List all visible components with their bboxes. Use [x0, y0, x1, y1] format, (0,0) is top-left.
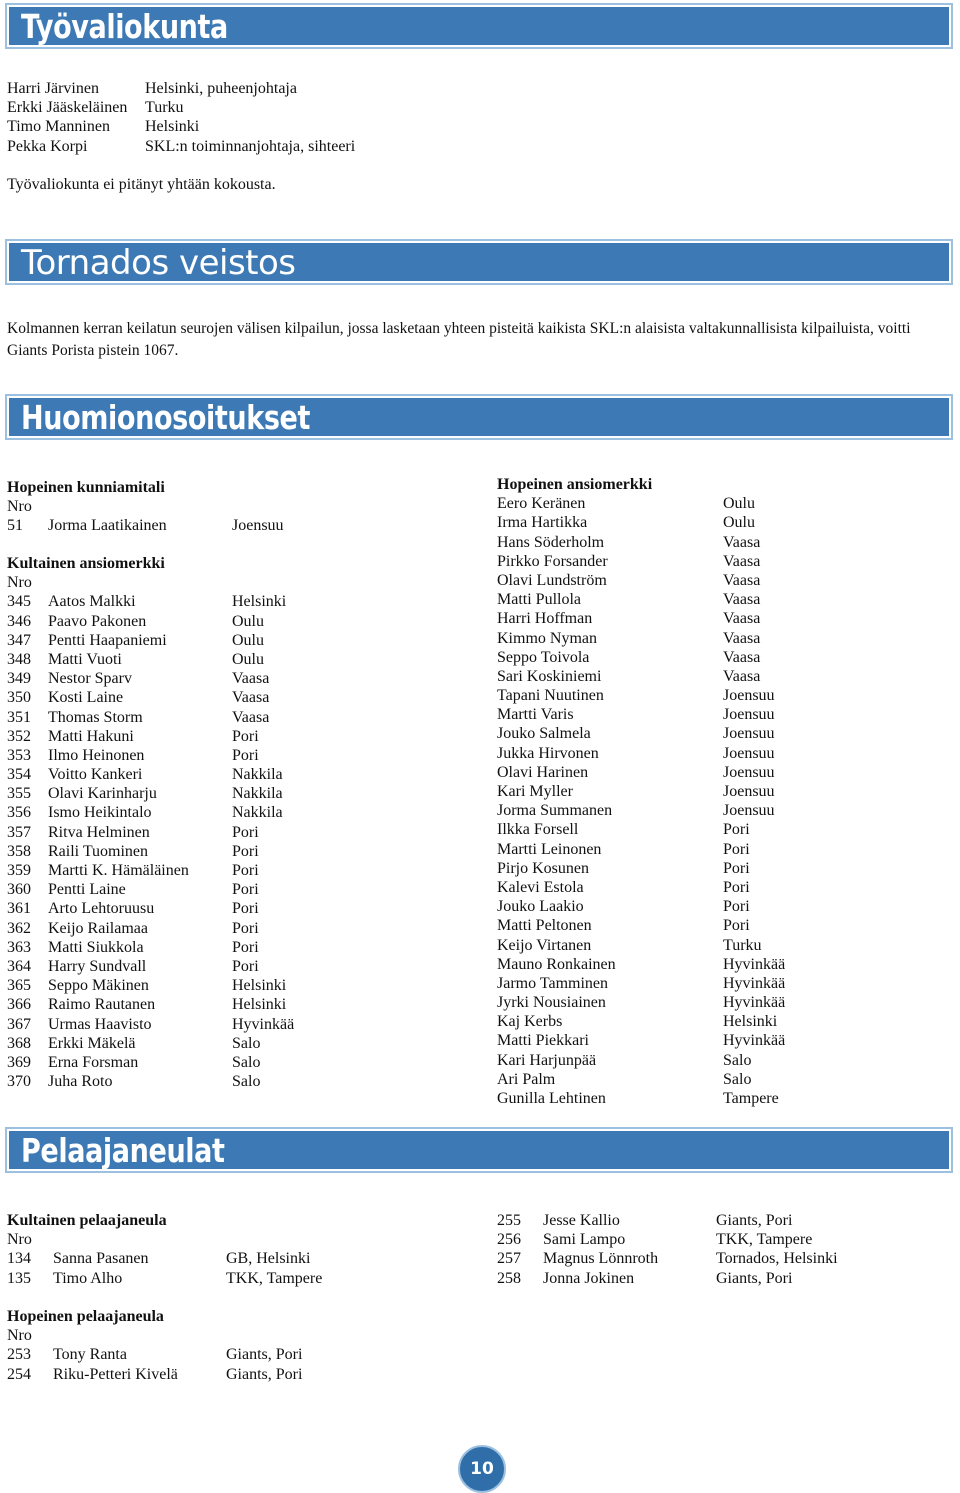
item-name: Jorma Summanen	[497, 802, 613, 820]
item-city: Vaasa	[723, 648, 761, 666]
item-name: Ritva Helminen	[48, 823, 150, 841]
item-club: Giants, Pori	[716, 1269, 793, 1287]
item-name: Ilkka Forsell	[497, 821, 579, 839]
item-nro: 356	[7, 804, 31, 822]
list-item	[497, 955, 786, 974]
list-item	[7, 1249, 311, 1268]
item-nro: 368	[7, 1034, 31, 1052]
list-item	[7, 995, 287, 1014]
nro-label: Nro	[7, 498, 32, 516]
item-name: Timo Alho	[53, 1269, 123, 1287]
item-name: Pentti Haapaniemi	[48, 631, 167, 649]
list-item	[7, 842, 259, 861]
item-name: Kimmo Nyman	[497, 629, 597, 647]
list-item	[497, 916, 750, 935]
item-city: Joensuu	[723, 744, 775, 762]
item-name: Sari Koskiniemi	[497, 667, 602, 685]
list-item	[7, 669, 270, 688]
item-nro: 354	[7, 766, 31, 784]
item-nro: 256	[497, 1231, 521, 1249]
item-city: Pori	[232, 900, 259, 918]
list-item	[7, 1365, 303, 1384]
member-role: Helsinki	[145, 118, 200, 136]
item-city: Salo	[723, 1051, 752, 1069]
item-name: Thomas Storm	[48, 708, 143, 726]
list-item	[497, 1031, 786, 1050]
list-item	[7, 861, 259, 880]
list-item	[497, 590, 761, 609]
item-name: Raili Tuominen	[48, 842, 149, 860]
item-name: Hans Söderholm	[497, 533, 605, 551]
item-nro: 360	[7, 881, 31, 899]
member-name: Harri Järvinen	[7, 80, 99, 97]
list-item	[7, 1345, 303, 1364]
item-city: Nakkila	[232, 766, 283, 784]
item-city: Pori	[232, 919, 259, 937]
item-name: Jouko Salmela	[497, 725, 591, 743]
member-name: Pekka Korpi	[7, 137, 88, 155]
item-name: Mauno Ronkainen	[497, 955, 616, 973]
item-club: TKK, Tampere	[716, 1231, 813, 1249]
item-name: Voitto Kankeri	[48, 766, 143, 784]
item-nro: 254	[7, 1365, 31, 1383]
item-nro: 347	[7, 631, 31, 649]
item-nro: 355	[7, 785, 31, 803]
list-item	[7, 938, 259, 957]
item-nro: 348	[7, 650, 31, 668]
list-item	[7, 976, 287, 995]
kultainen-pelaajaneula-list	[7, 1211, 323, 1288]
list-item	[497, 878, 750, 897]
item-city: Vaasa	[723, 667, 761, 685]
section-title: Huomionosoitukset	[21, 398, 311, 437]
item-name: Ismo Heikintalo	[48, 804, 152, 822]
list-item	[497, 974, 786, 993]
member-role: Turku	[145, 99, 184, 117]
section-banner-pelaajaneulat	[5, 1127, 953, 1173]
item-nro: 345	[7, 593, 31, 611]
item-name: Seppo Mäkinen	[48, 977, 149, 995]
item-club: Giants, Pori	[226, 1346, 303, 1364]
item-name: Matti Piekkari	[497, 1032, 589, 1050]
item-club: Tornados, Helsinki	[716, 1250, 838, 1268]
list-heading: Hopeinen pelaajaneula	[7, 1308, 164, 1325]
item-name: Paavo Pakonen	[48, 612, 147, 630]
item-city: Hyvinkää	[723, 1032, 786, 1050]
item-name: Martti Leinonen	[497, 840, 602, 858]
list-item	[7, 899, 259, 918]
list-heading: Hopeinen kunniamitali	[7, 479, 165, 496]
list-item	[497, 936, 762, 955]
list-item	[497, 897, 750, 916]
item-nro: 363	[7, 938, 31, 956]
section-title: Pelaajaneulat	[21, 1131, 225, 1170]
list-item	[7, 919, 259, 938]
list-item	[497, 1089, 779, 1108]
nro-label: Nro	[7, 1327, 32, 1345]
list-item	[497, 763, 775, 782]
item-name: Magnus Lönnroth	[543, 1250, 659, 1268]
item-nro: 366	[7, 996, 31, 1014]
tyovaliokunta-note: Työvaliokunta ei pitänyt yhtään kokousta.	[7, 176, 276, 193]
list-item	[497, 744, 775, 763]
item-name: Jukka Hirvonen	[497, 744, 599, 762]
item-city: Joensuu	[723, 706, 775, 724]
section-banner-tyovaliokunta	[5, 3, 953, 49]
item-name: Pirjo Kosunen	[497, 859, 589, 877]
item-city: Pori	[232, 862, 259, 879]
item-club: TKK, Tampere	[226, 1269, 323, 1287]
item-name: Nestor Sparv	[48, 670, 132, 688]
item-name: Ilmo Heinonen	[48, 746, 145, 764]
item-city: Helsinki	[232, 593, 287, 611]
item-name: Ari Palm	[497, 1070, 556, 1088]
item-name: Harry Sundvall	[48, 957, 147, 975]
list-item	[497, 1070, 752, 1089]
section-title: Työvaliokunta	[21, 7, 228, 46]
item-name: Keijo Railamaa	[48, 919, 148, 937]
item-city: Vaasa	[723, 533, 761, 551]
kunniamitali-list	[7, 478, 284, 536]
item-nro: 346	[7, 612, 31, 630]
item-name: Olavi Harinen	[497, 763, 589, 781]
item-nro: 364	[7, 957, 31, 975]
item-name: Jonna Jokinen	[543, 1269, 635, 1287]
list-item	[497, 494, 755, 513]
item-city: Oulu	[232, 612, 264, 630]
list-item	[497, 667, 761, 686]
item-name: Aatos Malkki	[48, 593, 136, 611]
item-city: Vaasa	[723, 629, 761, 647]
item-city: Pori	[232, 823, 259, 841]
item-name: Kalevi Estola	[497, 878, 584, 896]
item-city: Helsinki	[232, 996, 287, 1014]
item-nro: 258	[497, 1269, 521, 1287]
item-nro: 257	[497, 1250, 521, 1268]
item-name: Kaj Kerbs	[497, 1013, 563, 1031]
item-nro: 350	[7, 689, 31, 707]
list-item	[7, 765, 283, 784]
list-item	[7, 823, 259, 842]
item-city: Pori	[723, 840, 750, 858]
hopeinen-ansiomerkki-list	[497, 475, 786, 1108]
item-city: Oulu	[232, 650, 264, 668]
list-item	[497, 571, 761, 590]
list-item	[7, 880, 259, 899]
list-item	[497, 840, 750, 859]
item-name: Erkki Mäkelä	[48, 1034, 136, 1052]
section-banner-huomionosoitukset	[5, 394, 953, 440]
item-name: Gunilla Lehtinen	[497, 1090, 606, 1107]
item-city: Vaasa	[723, 591, 761, 609]
item-nro: 352	[7, 727, 31, 745]
list-heading: Kultainen pelaajaneula	[7, 1212, 167, 1229]
item-name: Riku-Petteri Kivelä	[53, 1365, 178, 1383]
item-nro: 349	[7, 670, 31, 688]
item-nro: 135	[7, 1269, 31, 1287]
list-item	[7, 650, 264, 669]
list-item	[7, 746, 259, 765]
list-item	[497, 859, 750, 878]
member-name: Timo Manninen	[7, 118, 110, 136]
list-item	[497, 609, 761, 628]
list-item	[7, 727, 259, 746]
item-city: Hyvinkää	[723, 994, 786, 1012]
list-item	[7, 1053, 261, 1072]
item-city: Vaasa	[723, 552, 761, 570]
section-title: Tornados veistos	[21, 243, 296, 283]
item-city: Helsinki	[232, 977, 287, 995]
item-city: Joensuu	[723, 725, 775, 743]
list-item	[497, 533, 761, 552]
item-name: Martti K. Hämäläinen	[48, 862, 189, 879]
item-city: Salo	[232, 1034, 261, 1052]
item-name: Juha Roto	[48, 1073, 113, 1091]
item-name: Pirkko Forsander	[497, 552, 608, 570]
item-nro: 359	[7, 862, 31, 879]
item-city: Pori	[723, 878, 750, 896]
list-item	[497, 629, 761, 648]
item-city: Pori	[232, 957, 259, 975]
list-item	[7, 803, 283, 822]
item-city: Vaasa	[232, 689, 270, 707]
item-nro: 134	[7, 1250, 31, 1268]
item-city: Hyvinkää	[723, 974, 786, 992]
item-city: Helsinki	[723, 1013, 778, 1031]
item-city: Pori	[723, 917, 750, 935]
item-nro: 255	[497, 1212, 521, 1229]
item-city: Joensuu	[723, 687, 775, 705]
item-city: Tampere	[723, 1090, 779, 1107]
item-name: Harri Hoffman	[497, 610, 593, 628]
item-name: Jouko Laakio	[497, 898, 584, 916]
item-name: Tony Ranta	[53, 1346, 127, 1364]
item-name: Seppo Toivola	[497, 648, 590, 666]
hopeinen-ansio-rows	[497, 494, 786, 1108]
item-city: Pori	[232, 938, 259, 956]
item-name: Irma Hartikka	[497, 514, 588, 532]
item-name: Jesse Kallio	[543, 1212, 620, 1229]
nro-label: Nro	[7, 574, 32, 592]
list-item	[497, 513, 755, 532]
item-name: Urmas Haavisto	[48, 1015, 152, 1033]
item-nro: 369	[7, 1053, 31, 1071]
item-name: Martti Varis	[497, 706, 574, 724]
list-item	[497, 820, 750, 839]
list-item	[497, 686, 775, 705]
item-name: Raimo Rautanen	[48, 996, 156, 1014]
item-city: Joensuu	[723, 802, 775, 820]
item-city: Nakkila	[232, 785, 283, 803]
list-item	[7, 708, 270, 727]
item-name: Matti Peltonen	[497, 917, 592, 935]
list-heading: Kultainen ansiomerkki	[7, 555, 165, 572]
member-role: Helsinki, puheenjohtaja	[145, 80, 297, 97]
list-item	[497, 782, 775, 801]
item-name: Erna Forsman	[48, 1053, 139, 1071]
item-city: Salo	[723, 1070, 752, 1088]
item-city: Joensuu	[723, 763, 775, 781]
item-club: Giants, Pori	[716, 1212, 793, 1229]
list-heading: Hopeinen ansiomerkki	[497, 476, 653, 493]
item-city: Pori	[232, 727, 259, 745]
item-city: Salo	[232, 1073, 261, 1091]
item-name: Keijo Virtanen	[497, 936, 592, 954]
list-item	[7, 631, 264, 650]
page-number: 10	[458, 1445, 506, 1493]
item-nro: 357	[7, 823, 31, 841]
item-city: Oulu	[723, 514, 755, 532]
item-city: Turku	[723, 936, 762, 954]
item-name: Olavi Lundström	[497, 571, 607, 589]
item-name: Matti Pullola	[497, 591, 581, 609]
list-item	[497, 705, 775, 724]
tornados-text: Kolmannen kerran keilatun seurojen välisen kilpailun, jossa lasketaan yhteen pisteitä kaikista SKL:n alaisista valtakunnallisista kilpailuista, voitti Giants Porista pistein 1067.	[7, 320, 911, 359]
list-item	[7, 688, 270, 707]
item-city: Pori	[723, 898, 750, 916]
item-city: Pori	[723, 859, 750, 877]
item-city: Oulu	[232, 631, 264, 649]
item-nro: 51	[7, 517, 23, 535]
item-club: GB, Helsinki	[226, 1250, 311, 1268]
item-name: Arto Lehtoruusu	[48, 900, 155, 918]
item-name: Pentti Laine	[48, 881, 126, 899]
item-nro: 353	[7, 746, 31, 764]
list-item	[497, 993, 786, 1012]
nro-label: Nro	[7, 1231, 32, 1249]
item-city: Vaasa	[232, 670, 270, 688]
list-item	[7, 1015, 295, 1034]
list-item	[497, 801, 775, 820]
list-item	[7, 592, 287, 611]
item-name: Matti Siukkola	[48, 938, 144, 956]
section-banner-tornados	[5, 239, 953, 285]
item-name: Kosti Laine	[48, 689, 124, 707]
item-name: Olavi Karinharju	[48, 785, 157, 803]
list-item	[7, 784, 283, 803]
item-name: Kari Harjunpää	[497, 1051, 597, 1069]
item-city: Nakkila	[232, 804, 283, 822]
item-city: Pori	[723, 821, 750, 839]
list-item	[497, 724, 775, 743]
list-item	[7, 1269, 323, 1288]
list-item	[7, 612, 264, 631]
item-name: Sami Lampo	[543, 1231, 626, 1249]
item-name: Matti Hakuni	[48, 727, 134, 745]
list-item	[7, 957, 259, 976]
list-item	[7, 1034, 261, 1053]
item-city: Vaasa	[232, 708, 270, 726]
item-city: Pori	[232, 842, 259, 860]
list-item	[497, 648, 761, 667]
member-role: SKL:n toiminnanjohtaja, sihteeri	[145, 137, 356, 155]
list-item	[7, 516, 284, 535]
list-item	[7, 1072, 261, 1091]
list-item	[497, 1012, 778, 1031]
item-name: Sanna Pasanen	[53, 1250, 149, 1268]
item-name: Kari Myller	[497, 783, 573, 800]
item-city: Salo	[232, 1053, 261, 1071]
item-nro: 351	[7, 708, 31, 726]
item-city: Oulu	[723, 495, 755, 513]
member-name: Erkki Jääskeläinen	[7, 99, 128, 117]
item-nro: 361	[7, 900, 31, 918]
item-nro: 370	[7, 1073, 31, 1091]
item-nro: 362	[7, 919, 31, 937]
item-nro: 365	[7, 977, 31, 995]
item-name: Eero Keränen	[497, 495, 586, 513]
item-name: Jorma Laatikainen	[48, 517, 167, 535]
item-city: Joensuu	[723, 783, 775, 800]
item-nro: 253	[7, 1346, 31, 1364]
kultainen-ansiomerkki-list	[7, 554, 295, 1091]
item-name: Jarmo Tamminen	[497, 974, 609, 992]
item-name: Matti Vuoti	[48, 650, 122, 668]
item-name: Tapani Nuutinen	[497, 687, 604, 705]
item-nro: 367	[7, 1015, 31, 1033]
item-nro: 358	[7, 842, 31, 860]
item-city: Joensuu	[232, 517, 284, 535]
item-city: Hyvinkää	[723, 955, 786, 973]
item-name: Jyrki Nousiainen	[497, 994, 606, 1012]
item-city: Pori	[232, 881, 259, 899]
hopeinen-pelaajaneula-list	[7, 1307, 303, 1384]
list-item	[497, 1051, 752, 1070]
item-city: Vaasa	[723, 571, 761, 589]
kultainen-rows	[7, 592, 295, 1091]
item-city: Pori	[232, 746, 259, 764]
list-item	[497, 552, 761, 571]
item-city: Hyvinkää	[232, 1015, 295, 1033]
item-club: Giants, Pori	[226, 1365, 303, 1383]
item-city: Vaasa	[723, 610, 761, 628]
